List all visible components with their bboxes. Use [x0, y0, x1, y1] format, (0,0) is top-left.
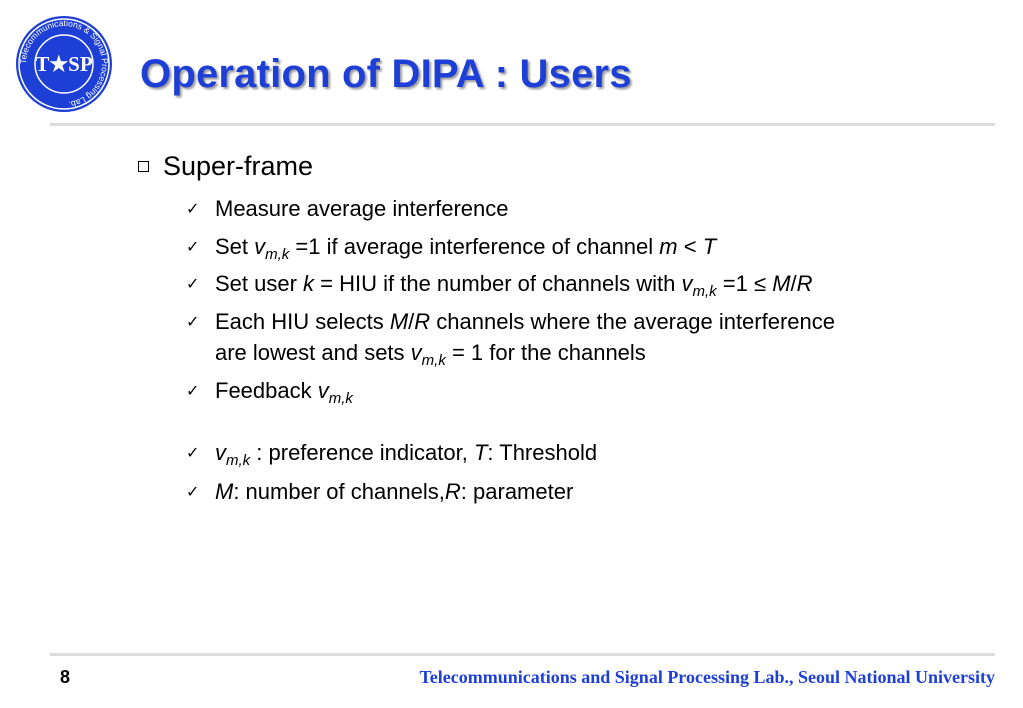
- page-number: 8: [60, 667, 71, 687]
- logo-ring-text: Telecommunications & Signal Processing Lab.: [17, 17, 111, 110]
- slide-title: Operation of DIPA : Users: [140, 52, 632, 96]
- list-item-text: M: number of channels,R: parameter: [215, 479, 574, 504]
- checkmark-icon: ✓: [186, 237, 200, 256]
- checkmark-icon: ✓: [186, 482, 200, 501]
- checkmark-icon: ✓: [186, 381, 200, 400]
- checkmark-icon: ✓: [186, 312, 200, 331]
- section-bullet: [138, 150, 313, 182]
- title-divider: [50, 123, 995, 126]
- square-bullet-icon: [138, 161, 149, 172]
- section-heading: Super-frame: [163, 151, 314, 181]
- list-item-text: Set $v_{m,k} =1$ if average interference of channel m < T: [215, 234, 717, 263]
- list-item-text: Set user k = HIU if the number of channels with $v_{m,k} =1 \le M/R$: [215, 271, 813, 300]
- checkmark-icon: ✓: [186, 443, 200, 462]
- footer-text: Telecommunications and Signal Processing Lab., Seoul National University: [419, 667, 995, 687]
- checkmark-icon: ✓: [186, 274, 200, 293]
- list-item-text: $v_{m,k}$ : preference indicator, T: Threshold: [215, 440, 598, 469]
- checkmark-icon: ✓: [186, 199, 200, 218]
- list-item-text: are lowest and sets $v_{m,k} = 1$ for the channels: [215, 340, 646, 369]
- lab-logo: [14, 14, 114, 114]
- logo-center-text: T★SP: [35, 52, 93, 76]
- list-item-text: Each HIU selects M/R channels where the average interference: [215, 309, 835, 334]
- list-item-text: Feedback $v_{m,k}$: [215, 378, 353, 407]
- footer-divider: [50, 653, 995, 656]
- list-item-text: Measure average interference: [215, 196, 509, 221]
